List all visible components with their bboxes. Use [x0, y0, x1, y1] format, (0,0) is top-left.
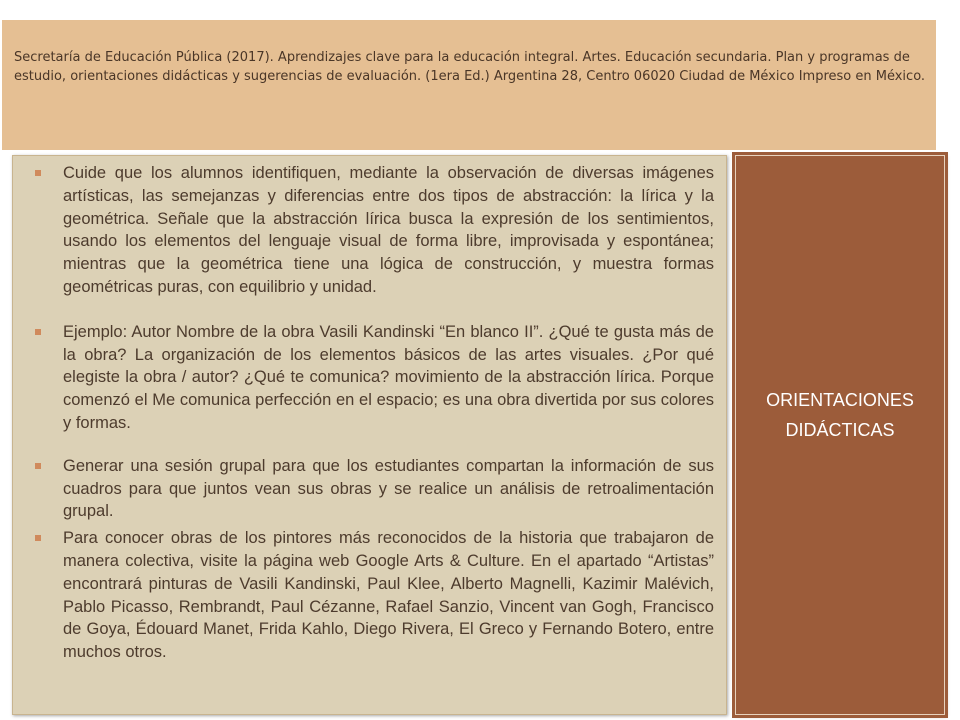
- list-item: [33, 321, 714, 435]
- citation-header: [2, 20, 936, 150]
- list-item: [33, 527, 714, 664]
- list-item-text: Cuide que los alumnos identifiquen, mediante la observación de diversas imágenes artísticas, las semejanzas y diferencias entre dos tipos de abstracción: la lírica y la geométrica. Señale que la abstracción lírica busca la expresión de los sentimientos, usando los elementos del lenguaje visual de forma libre, improvisada y espontánea; mientras que la geométrica tiene una lógica de construcción, y muestra formas geométricas puras, con equilibrio y unidad.: [63, 164, 714, 296]
- list-item: [33, 455, 714, 523]
- content-panel: [12, 155, 727, 715]
- section-title-panel: [735, 155, 945, 715]
- square-bullet-icon: [35, 463, 41, 469]
- square-bullet-icon: [35, 535, 41, 541]
- list-item-text: Generar una sesión grupal para que los estudiantes compartan la información de sus cuadros para que juntos vean sus obras y se realice un análisis de retroalimentación grupal.: [63, 456, 714, 521]
- square-bullet-icon: [35, 329, 41, 335]
- orientation-list: [13, 156, 726, 664]
- list-item-text: Para conocer obras de los pintores más reconocidos de la historia que trabajaron de manera colectiva, visite la página web Google Arts & Culture. En el apartado “Artistas” encontrará pinturas de Vasili Kandinski, Paul Klee, Alberto Magnelli, Kazimir Malévich, Pablo Picasso, Rembrandt, Paul Cézanne, Rafael Sanzio, Vincent van Gogh, Francisco de Goya, Édouard Manet, Frida Kahlo, Diego Rivera, El Greco y Fernando Botero, entre muchos otros.: [63, 529, 714, 662]
- square-bullet-icon: [35, 170, 41, 176]
- list-item: [33, 162, 714, 299]
- list-item-text: Ejemplo: Autor Nombre de la obra Vasili Kandinski “En blanco II”. ¿Qué te gusta más de la obra? La organización de los elementos básicos de las artes visuales. ¿Por qué elegiste la obra / autor? ¿Qué te comunica? movimiento de la abstracción lírica. Porque comenzó el Me comunica perfección en el espacio; es una obra divertida por sus colores y formas.: [63, 322, 714, 432]
- section-title: ORIENTACIONES DIDÁCTICAS: [766, 390, 914, 440]
- citation-text: Secretaría de Educación Pública (2017). Aprendizajes clave para la educación integral. Artes. Educación secundaria. Plan y programas de estudio, orientaciones didácticas y sugerencias de evaluación. (1era Ed.) Argentina 28, Centro 06020 Ciudad de México Impreso en México.: [14, 50, 926, 84]
